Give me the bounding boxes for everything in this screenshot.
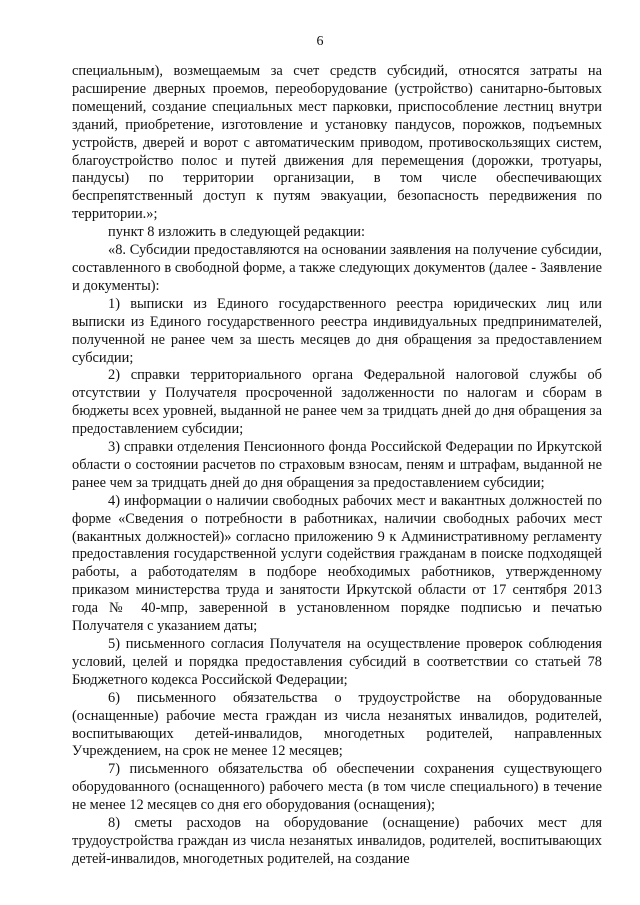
paragraph-list-item-1: 1) выписки из Единого государственного реестра юридических лиц или выписки из Единого государственного реестра индивидуальных предпринимателей, полученной не ранее чем за шесть месяцев до дня обращения за предоставлением субсидии; — [72, 295, 602, 366]
paragraph-list-item-6: 6) письменного обязательства о трудоустройстве на оборудованные (оснащенные) рабочие места граждан из числа незанятых инвалидов, родителей, воспитывающих детей-инвалидов, многодетных родителей, направленных Учреждением, на срок не менее 12 месяцев; — [72, 689, 602, 760]
page-number: 6 — [316, 34, 324, 49]
paragraph-continuation: специальным), возмещаемым за счет средств субсидий, относятся затраты на расширение дверных проемов, переоборудование (устройство) санитарно-бытовых помещений, создание специальных мест парковки, приспособление лестниц внутри зданий, приобретение, изготовление и установку пандусов, порожков, подъемных устройств, дверей и ворот с автоматическим приводом, противоскользящих систем, благоустройство полос и путей движения для перемещения (дорожки, тротуары, пандусы) по территории организации, в том числе обеспечивающих беспрепятственный доступ к путям эвакуации, безопасность передвижения по территории.»; — [72, 63, 602, 223]
paragraph-list-item-8: 8) сметы расходов на оборудование (оснащение) рабочих мест для трудоустройства граждан из числа незанятых инвалидов, родителей, воспитывающих детей-инвалидов, многодетных родителей, на создание — [72, 815, 602, 867]
document-body — [72, 63, 602, 869]
paragraph-item-8: «8. Субсидии предоставляются на основании заявления на получение субсидии, составленного в свободной форме, а также следующих документов (далее - Заявление и документы): — [72, 242, 602, 294]
paragraph-list-item-7: 7) письменного обязательства об обеспечении сохранения существующего оборудованного (оснащенного) рабочего места (в том числе специального) в течение не менее 12 месяцев со дня его оборудования (оснащения); — [72, 761, 602, 814]
paragraph-list-item-5: 5) письменного согласия Получателя на осуществление проверок соблюдения условий, целей и порядка предоставления субсидий в соответствии со статьей 78 Бюджетного кодекса Российской Федерации; — [72, 636, 602, 688]
paragraph-amendment-intro: пункт 8 изложить в следующей редакции: — [108, 224, 365, 241]
paragraph-list-item-2: 2) справки территориального органа Федеральной налоговой службы об отсутствии у Получателя просроченной задолженности по налогам и сборам в бюджеты всех уровней, выданной не ранее чем за тридцать дней до дня обращения за предоставлением субсидии; — [72, 367, 602, 438]
paragraph-list-item-4: 4) информации о наличии свободных рабочих мест и вакантных должностей по форме «Сведения о потребности в работниках, наличии свободных рабочих мест (вакантных должностей)» согласно приложению 9 к Административному регламенту предоставления государственной услуги содействия гражданам в поиске подходящей работы, а работодателям в подборе необходимых работников, утвержденному приказом министерства труда и занятости Иркутской области от 17 сентября 2013 года № 40-мпр, заверенной в установленном порядке подписью и печатью Получателя с указанием даты; — [72, 492, 602, 635]
paragraph-list-item-3: 3) справки отделения Пенсионного фонда Российской Федерации по Иркутской области о состоянии расчетов по страховым взносам, пеням и штрафам, выданной не ранее чем за тридцать дней до дня обращения за предоставлением субсидии; — [72, 439, 602, 491]
